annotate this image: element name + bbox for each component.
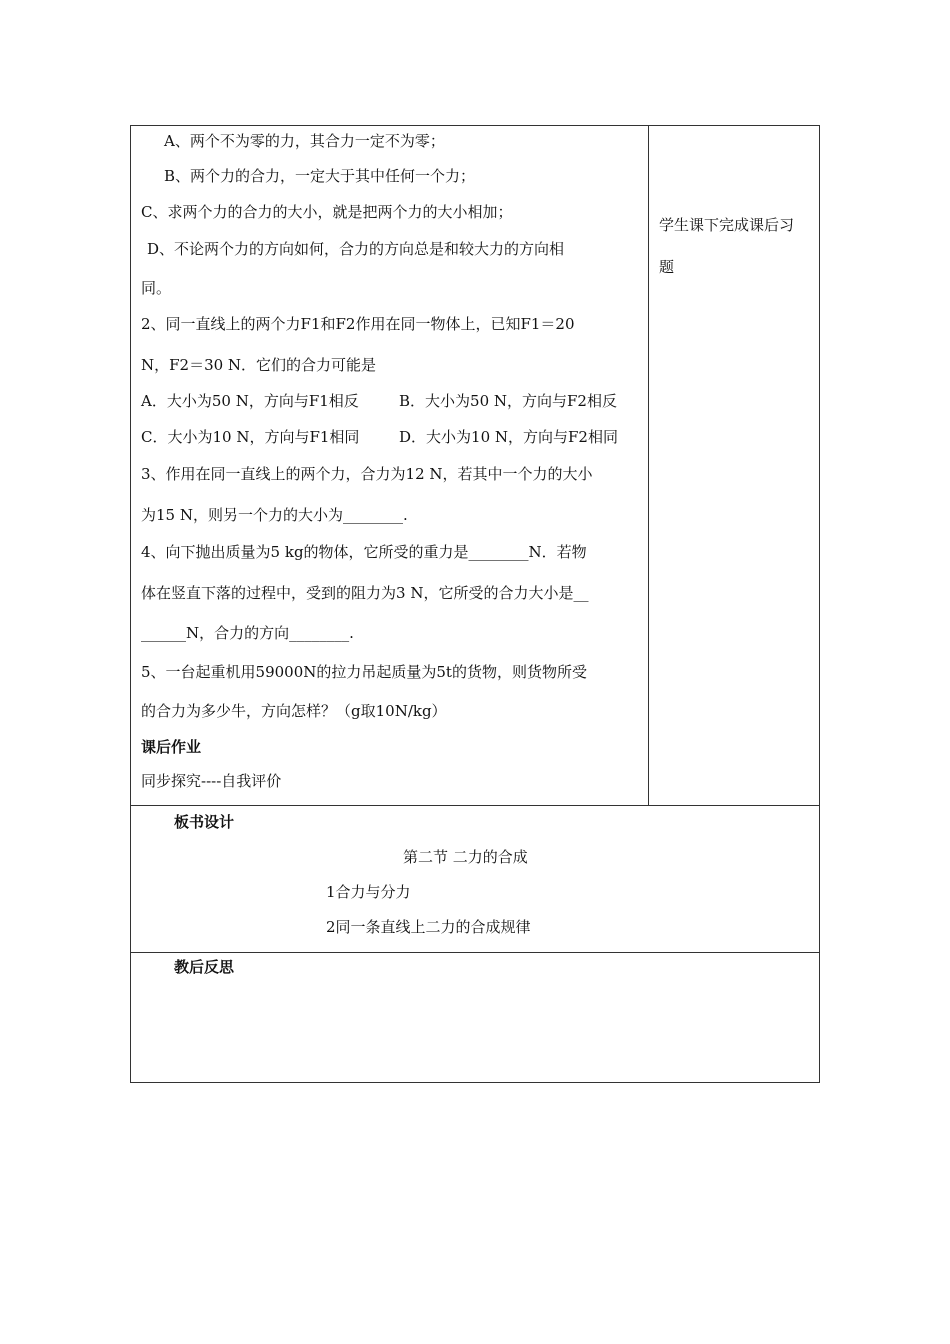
q2-option-c: C．大小为10 N，方向与F1相同 (141, 428, 360, 446)
side-note-line1: 学生课下完成课后习 (659, 216, 795, 234)
q5-stem-line1: 5、一台起重机用59000N的拉力吊起质量为5t的货物，则货物所受 (141, 663, 587, 681)
board-design-title: 第二节 二力的合成 (403, 848, 528, 866)
board-design-heading: 板书设计 (174, 813, 235, 831)
board-design-item-1: 1合力与分力 (326, 883, 411, 901)
side-note-line2: 题 (659, 258, 675, 276)
q2-option-a: A．大小为50 N，方向与F1相反 (141, 392, 359, 410)
q1-option-d-line2: 同。 (141, 279, 172, 297)
q4-stem-line1: 4、向下抛出质量为5 kg的物体，它所受的重力是________N．若物 (141, 543, 587, 561)
reflection-heading: 教后反思 (174, 958, 235, 976)
q4-stem-line3: ______N，合力的方向________. (141, 624, 354, 642)
board-design-item-2: 2同一条直线上二力的合成规律 (326, 918, 531, 936)
q2-option-b: B．大小为50 N，方向与F2相反 (399, 392, 617, 410)
q2-option-d: D．大小为10 N，方向与F2相同 (399, 428, 618, 446)
q2-stem-line1: 2、同一直线上的两个力F1和F2作用在同一物体上，已知F1＝20 (141, 315, 575, 333)
board-design-row (131, 806, 819, 953)
q5-stem-line2: 的合力为多少牛，方向怎样？（g取10N/kg） (141, 702, 447, 720)
exercise-content-cell (131, 126, 649, 805)
homework-text: 同步探究----自我评价 (141, 772, 282, 790)
exercise-row (131, 126, 819, 806)
q2-stem-line2: N，F2＝30 N．它们的合力可能是 (141, 356, 377, 374)
q1-option-c: C、求两个力的合力的大小，就是把两个力的大小相加； (141, 203, 513, 221)
q3-stem-line1: 3、作用在同一直线上的两个力，合力为12 N，若其中一个力的大小 (141, 465, 593, 483)
q1-option-a: A、两个不为零的力，其合力一定不为零； (164, 132, 445, 150)
q3-stem-line2: 为15 N，则另一个力的大小为________. (141, 506, 408, 524)
q4-stem-line2: 体在竖直下落的过程中，受到的阻力为3 N，它所受的合力大小是__ (141, 584, 589, 602)
teaching-note-cell (649, 126, 819, 805)
homework-heading: 课后作业 (141, 738, 202, 756)
reflection-row (131, 953, 819, 1082)
q1-option-d-line1: D、不论两个力的方向如何，合力的方向总是和较大力的方向相 (147, 240, 565, 258)
q1-option-b: B、两个力的合力，一定大于其中任何一个力； (164, 167, 476, 185)
lesson-table (130, 125, 820, 1083)
